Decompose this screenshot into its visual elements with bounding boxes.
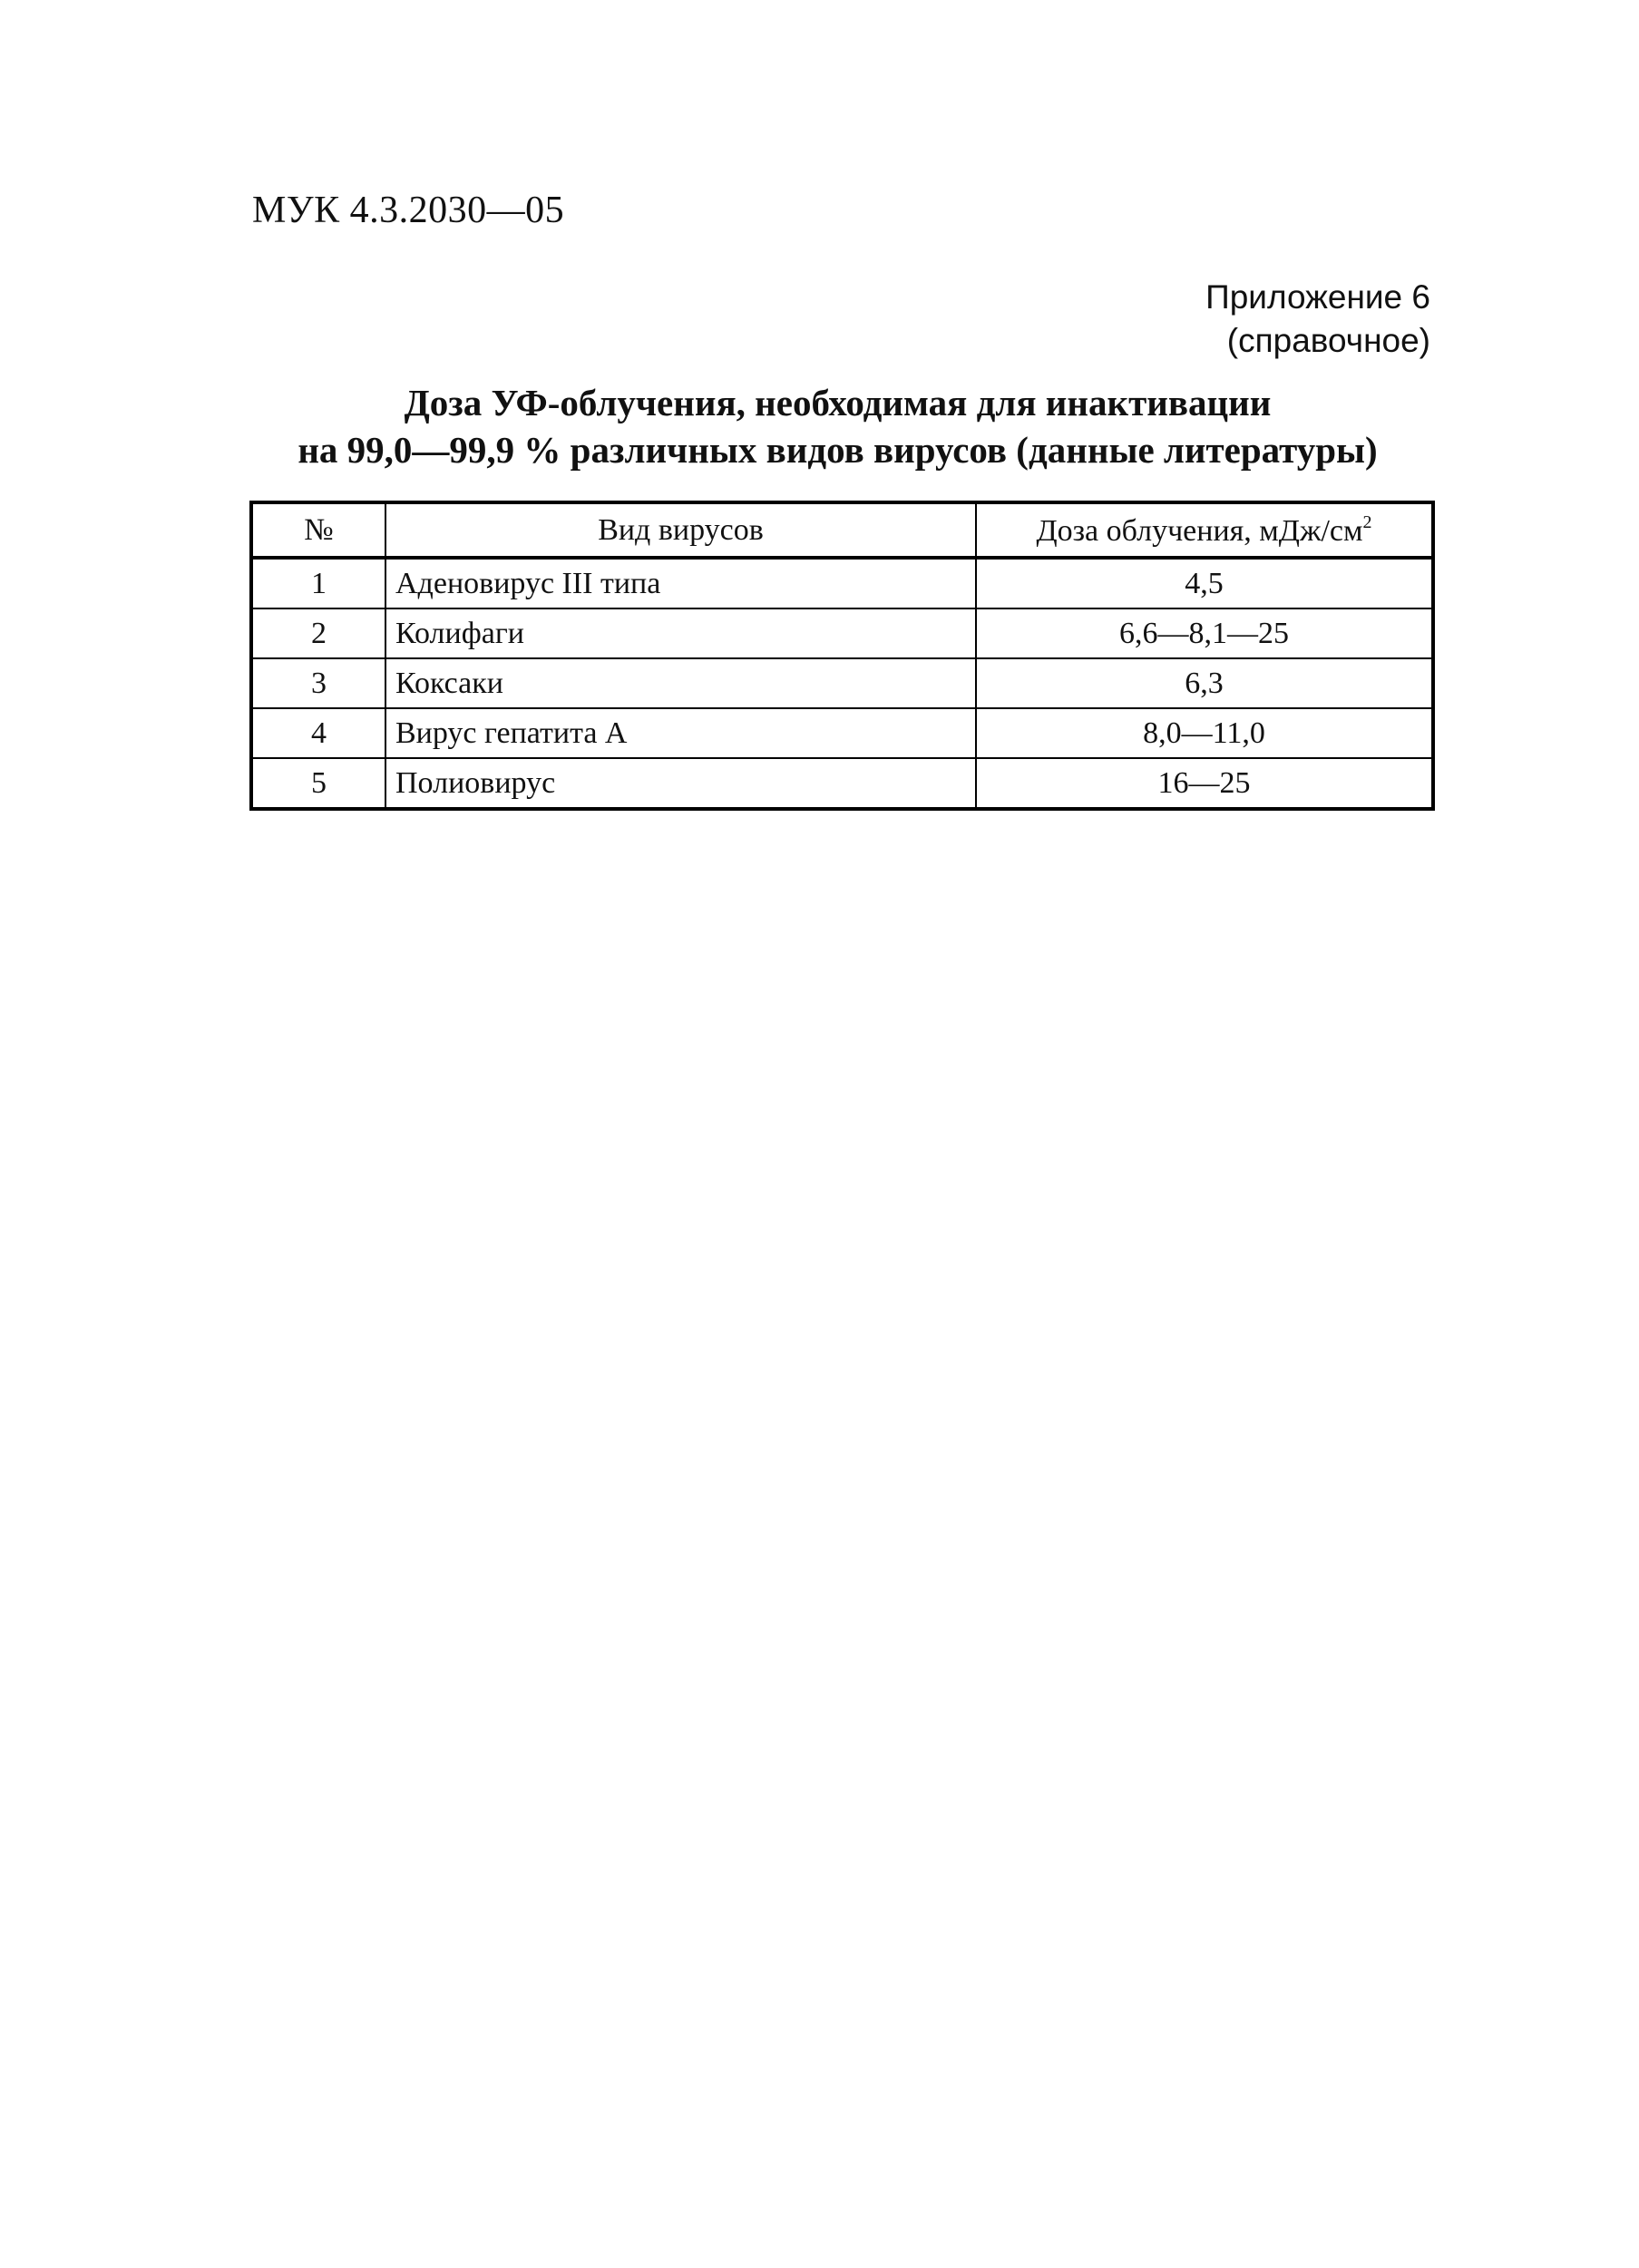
appendix-label <box>1205 276 1430 363</box>
table-header-row <box>251 502 1433 558</box>
table-row <box>251 558 1433 608</box>
row-number: 3 <box>251 658 385 708</box>
document-code: МУК 4.3.2030—05 <box>252 190 565 231</box>
row-virus-name: Полиовирус <box>385 758 976 809</box>
row-dose: 8,0—11,0 <box>976 708 1433 758</box>
row-number: 4 <box>251 708 385 758</box>
title-line-2: на 99,0—99,9 % различных видов вирусов (данные литературы) <box>298 429 1378 471</box>
table-row <box>251 608 1433 658</box>
row-virus-name: Колифаги <box>385 608 976 658</box>
table-row <box>251 758 1433 809</box>
row-dose: 6,3 <box>976 658 1433 708</box>
row-number: 1 <box>251 558 385 608</box>
appendix-number: Приложение 6 <box>1205 278 1430 316</box>
header-dose-superscript: 2 <box>1362 511 1372 532</box>
row-dose: 4,5 <box>976 558 1433 608</box>
row-dose: 6,6—8,1—25 <box>976 608 1433 658</box>
header-dose <box>976 502 1433 558</box>
row-number: 5 <box>251 758 385 809</box>
dose-table <box>249 501 1435 811</box>
appendix-type: (справочное) <box>1226 322 1430 359</box>
row-number: 2 <box>251 608 385 658</box>
row-dose: 16—25 <box>976 758 1433 809</box>
table-row <box>251 658 1433 708</box>
header-dose-text: Доза облучения, мДж/см <box>1036 513 1363 548</box>
table-row <box>251 708 1433 758</box>
row-virus-name: Коксаки <box>385 658 976 708</box>
row-virus-name: Вирус гепатита А <box>385 708 976 758</box>
header-virus-type: Вид вирусов <box>385 502 976 558</box>
header-number: № <box>251 502 385 558</box>
page-title <box>181 379 1494 473</box>
row-virus-name: Аденовирус III типа <box>385 558 976 608</box>
dose-table-container <box>249 501 1431 811</box>
title-line-1: Доза УФ-облучения, необходимая для инактивации <box>404 382 1272 423</box>
